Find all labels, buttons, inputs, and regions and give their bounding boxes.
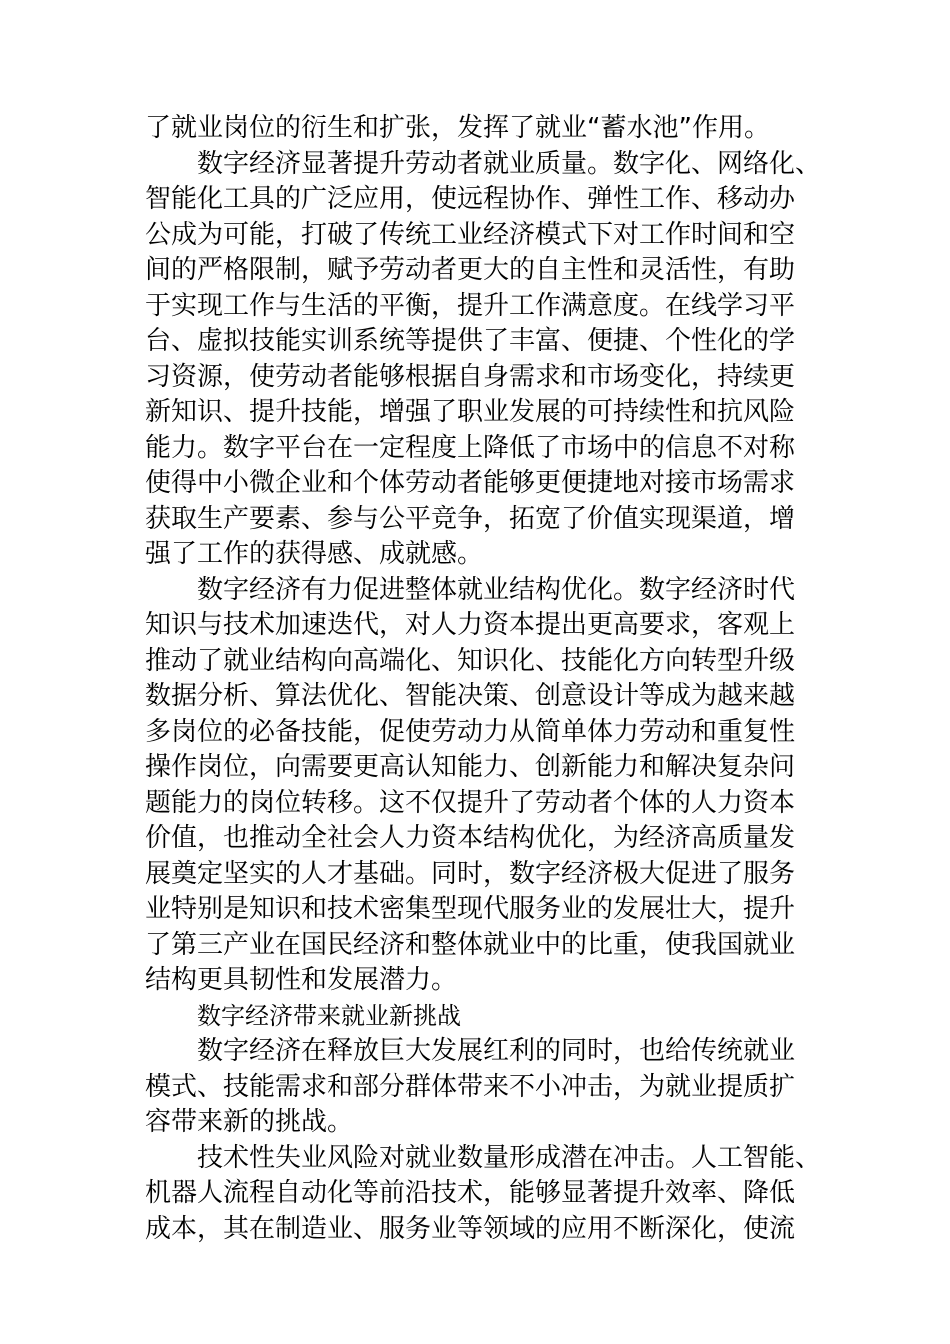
paragraph-technological-unemployment: [145, 1141, 825, 1248]
text-line: 新知识、提升技能，增强了职业发展的可持续性和抗风险: [145, 397, 796, 427]
paragraph-job-quality: [145, 147, 825, 573]
text-line: 价值，也推动全社会人力资本结构优化，为经济高质量发: [145, 823, 796, 853]
paragraph-challenges-intro: [145, 1034, 825, 1141]
text-line: 结构更具韧性和发展潜力。: [145, 965, 458, 995]
text-line: 知识与技术加速迭代，对人力资本提出更高要求，客观上: [145, 610, 796, 640]
text-line: 推动了就业结构向高端化、知识化、技能化方向转型升级: [145, 645, 796, 676]
text-line: 习资源，使劳动者能够根据自身需求和市场变化，持续更: [145, 361, 796, 392]
text-line: 了第三产业在国民经济和整体就业中的比重，使我国就业: [145, 929, 796, 960]
text-line: 间的严格限制，赋予劳动者更大的自主性和灵活性，有助: [145, 255, 796, 285]
text-line: 数字经济有力促进整体就业结构优化。数字经济时代: [197, 574, 796, 605]
text-line: 数字经济在释放巨大发展红利的同时，也给传统就业: [197, 1036, 796, 1066]
text-line: 智能化工具的广泛应用，使远程协作、弹性工作、移动办: [145, 184, 796, 214]
text-line: 技术性失业风险对就业数量形成潜在冲击。人工智能、: [197, 1142, 822, 1173]
paragraph-job-structure: [145, 573, 825, 999]
text-line: 展奠定坚实的人才基础。同时，数字经济极大促进了服务: [145, 858, 796, 889]
text-line: 台、虚拟技能实训系统等提供了丰富、便捷、个性化的学: [145, 326, 796, 356]
text-line: 强了工作的获得感、成就感。: [145, 539, 484, 569]
text-line: 使得中小微企业和个体劳动者能够更便捷地对接市场需求: [145, 468, 796, 498]
text-line: 模式、技能需求和部分群体带来不小冲击，为就业提质扩: [145, 1071, 796, 1102]
text-line: 机器人流程自动化等前沿技术，能够显著提升效率、降低: [145, 1178, 796, 1208]
text-line: 题能力的岗位转移。这不仅提升了劳动者个体的人力资本: [145, 787, 796, 818]
text-line: 获取生产要素、参与公平竞争，拓宽了价值实现渠道，增: [145, 503, 796, 534]
section-heading: [145, 999, 825, 1035]
text-line: 于实现工作与生活的平衡，提升工作满意度。在线学习平: [145, 290, 796, 321]
paragraph-continuation: [145, 111, 825, 147]
text-line: 能力。数字平台在一定程度上降低了市场中的信息不对称: [145, 432, 796, 463]
text-line: 业特别是知识和技术密集型现代服务业的发展壮大，提升: [145, 894, 796, 924]
text-line: 操作岗位，向需要更高认知能力、创新能力和解决复杂问: [145, 752, 796, 782]
text-line: 容带来新的挑战。: [145, 1107, 354, 1137]
text-line: 成本，其在制造业、服务业等领域的应用不断深化，使流: [145, 1213, 796, 1244]
text-line: 了就业岗位的衍生和扩张，发挥了就业“蓄水池”作用。: [145, 113, 770, 143]
text-column: [145, 111, 825, 1247]
section-heading-text: 数字经济带来就业新挑战: [197, 1001, 461, 1030]
text-line: 数字经济显著提升劳动者就业质量。数字化、网络化、: [197, 148, 822, 179]
text-line: 数据分析、算法优化、智能决策、创意设计等成为越来越: [145, 681, 796, 711]
text-line: 公成为可能，打破了传统工业经济模式下对工作时间和空: [145, 219, 796, 250]
text-line: 多岗位的必备技能，促使劳动力从简单体力劳动和重复性: [145, 716, 796, 747]
